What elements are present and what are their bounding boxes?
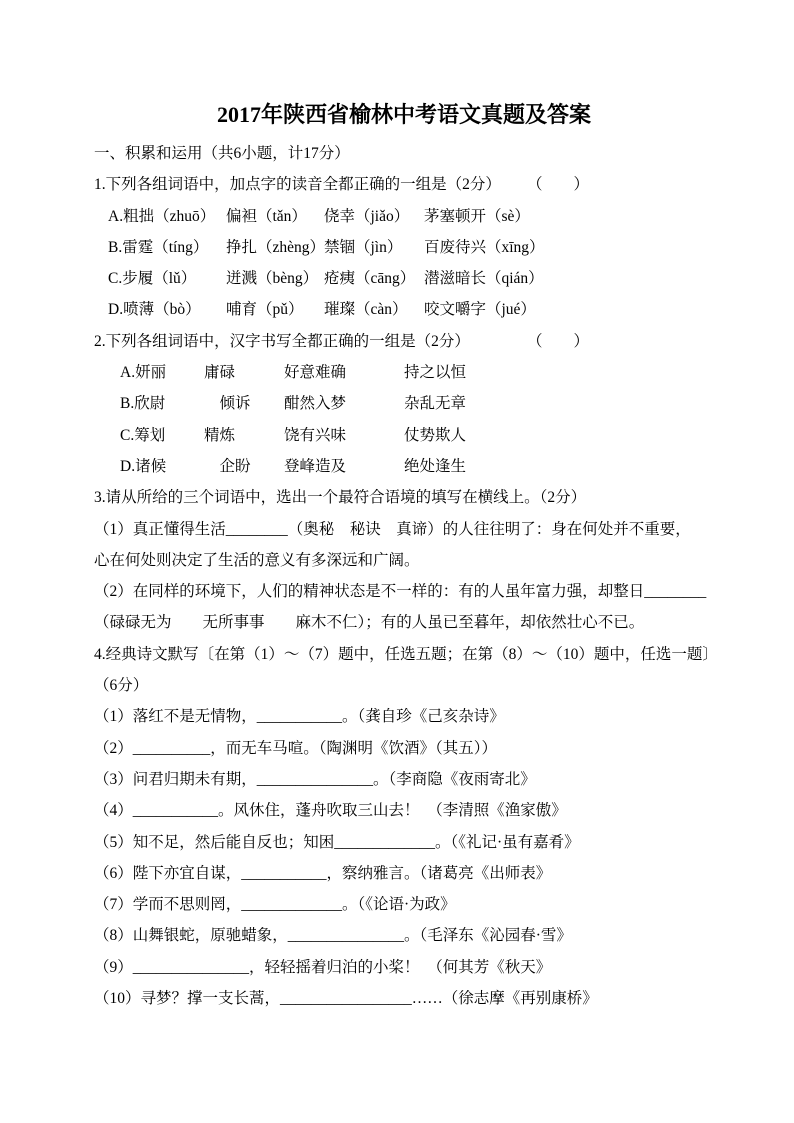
- q2-option-row-d: [94, 451, 714, 482]
- q1-option-row-d: [94, 294, 714, 325]
- option-cell: 登峰造及: [284, 457, 347, 475]
- option-cell: A.妍丽: [120, 364, 167, 382]
- option-cell: 璀璨（càn）: [324, 301, 408, 319]
- q4-item-3: （3）问君归期未有期，_______________。（李商隐《夜雨寄北》: [94, 770, 536, 788]
- option-cell: 咬文嚼字（jué）: [424, 301, 536, 319]
- q3-line-2-cont: （碌碌无为 无所事事 麻木不仁）；有的人虽已至暮年，却依然壮心不已。: [94, 614, 645, 632]
- option-cell: 仗势欺人: [404, 426, 467, 444]
- option-cell: D.喷薄（bò）: [108, 301, 201, 319]
- q1-stem: 1.下列各组词语中，加点字的读音全都正确的一组是（2分）: [94, 176, 501, 194]
- option-cell: C.筹划: [120, 426, 166, 444]
- q2-option-row-c: [94, 420, 714, 451]
- option-cell: 持之以恒: [404, 364, 467, 382]
- option-cell: B.雷霆（tíng）: [108, 238, 209, 256]
- option-cell: 侥幸（jiǎo）: [324, 207, 410, 225]
- option-cell: 饶有兴味: [284, 426, 347, 444]
- option-cell: A.粗拙（zhuō）: [108, 207, 216, 225]
- q3-line-1-cont: 心在何处则决定了生活的意义有多深远和广阔。: [94, 551, 420, 569]
- page-title: 2017年陕西省榆林中考语文真题及答案: [216, 102, 591, 127]
- option-cell: 庸碌: [204, 364, 236, 382]
- q3-line-2: （2）在同样的环境下，人们的精神状态是不一样的：有的人虽年富力强，却整日________: [94, 583, 707, 601]
- q4-item-4: （4）___________。风休住，蓬舟吹取三山去！ （李清照《渔家傲》: [94, 802, 567, 820]
- q4-stem-score: （6分）: [94, 677, 149, 695]
- q4-item-1: （1）落红不是无情物，___________。（龚自珍《己亥杂诗》: [94, 708, 505, 726]
- q1-option-row-c: [94, 263, 714, 294]
- option-cell: 哺育（pǔ）: [226, 301, 304, 319]
- option-cell: 疮痍（cāng）: [324, 270, 416, 288]
- option-cell: 杂乱无章: [404, 395, 467, 413]
- q4-item-2: （2）__________，而无车马喧。（陶渊明《饮酒》（其五））: [94, 739, 498, 757]
- q2-option-row-b: [94, 388, 714, 419]
- option-cell: 禁锢（jìn）: [324, 238, 403, 256]
- q1-answer-bracket: （ ）: [527, 176, 590, 194]
- q1-option-row-a: [94, 201, 714, 232]
- q2-stem-line: [94, 326, 714, 357]
- q4-item-9: （9）_______________，轻轻摇着归泊的小桨！ （何其芳《秋天》: [94, 958, 552, 976]
- q1-option-row-b: [94, 232, 714, 263]
- q4-stem: 4.经典诗文默写〔在第（1）～（7）题中，任选五题；在第（8）～（10）题中，任选一题〕: [94, 645, 718, 663]
- option-cell: 酣然入梦: [284, 395, 347, 413]
- q4-item-5: （5）知不足，然后能自反也；知困_____________。（《礼记·虽有嘉肴》: [94, 833, 580, 851]
- option-cell: 茅塞顿开（sè）: [424, 207, 530, 225]
- option-cell: B.欣尉: [120, 395, 166, 413]
- option-cell: 挣扎（zhèng）: [226, 238, 326, 256]
- option-cell: 倾诉: [204, 395, 251, 413]
- q1-stem-line: [94, 169, 714, 200]
- q4-item-6: （6）陛下亦宜自谋，___________，察纳雅言。（诸葛亮《出师表》: [94, 864, 552, 882]
- option-cell: 精炼: [204, 426, 236, 444]
- q3-stem: 3.请从所给的三个词语中，选出一个最符合语境的填写在横线上。（2分）: [94, 489, 587, 507]
- q2-option-row-a: [94, 357, 714, 388]
- option-cell: 企盼: [204, 457, 251, 475]
- option-cell: 迸溅（bèng）: [226, 270, 319, 288]
- option-cell: C.步履（lǔ）: [108, 270, 197, 288]
- q4-item-8: （8）山舞银蛇，原驰蜡象，_______________。（毛泽东《沁园春·雪》: [94, 927, 572, 945]
- q4-item-10: （10）寻梦？撑一支长蒿，_________________……（徐志摩《再别康桥》: [94, 990, 598, 1008]
- section-heading: 一、积累和运用（共6小题，计17分）: [94, 145, 350, 162]
- option-cell: D.诸候: [120, 457, 167, 475]
- q2-answer-bracket: （ ）: [527, 332, 590, 350]
- q3-line-1: （1）真正懂得生活________（奥秘 秘诀 真谛）的人往往明了：身在何处并不重要，: [94, 520, 691, 538]
- option-cell: 绝处逢生: [404, 457, 467, 475]
- q2-stem: 2.下列各组词语中，汉字书写全都正确的一组是（2分）: [94, 332, 470, 350]
- option-cell: 好意难确: [284, 364, 347, 382]
- q4-item-7: （7）学而不思则罔，_____________。（《论语·为政》: [94, 896, 456, 914]
- option-cell: 潜滋暗长（qián）: [424, 270, 544, 288]
- option-cell: 百废待兴（xīng）: [424, 238, 545, 256]
- option-cell: 偏袒（tǎn）: [226, 207, 307, 225]
